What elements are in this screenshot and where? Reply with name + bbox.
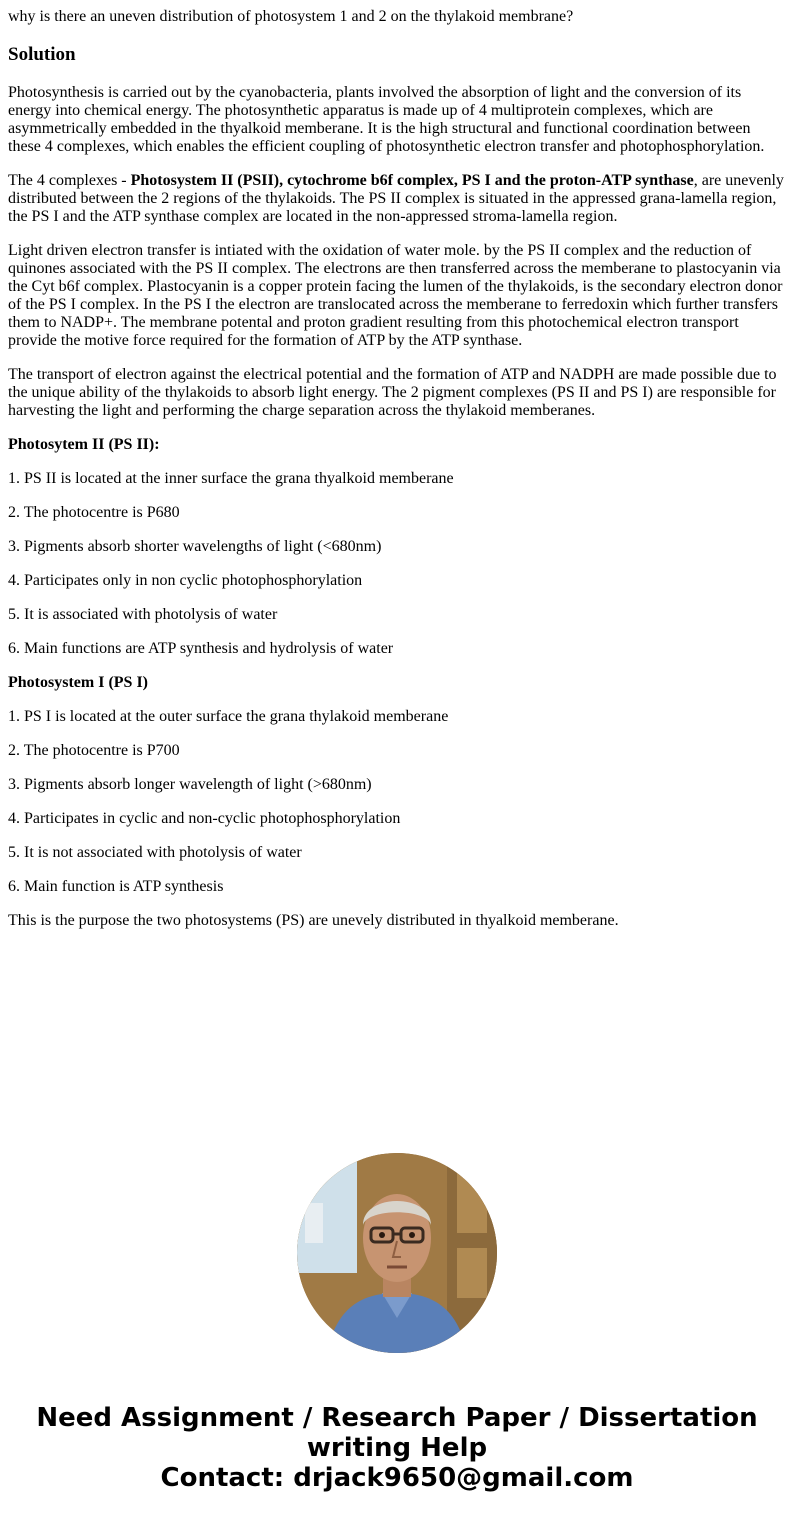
footer-line-2: writing Help bbox=[306, 1433, 488, 1463]
ps1-item: 6. Main function is ATP synthesis bbox=[8, 878, 224, 895]
ps2-item: 6. Main functions are ATP synthesis and hydrolysis of water bbox=[8, 640, 394, 657]
paragraph-complexes-bold: Photosystem II (PSII), cytochrome b6f complex, PS I and the proton-ATP synthase bbox=[130, 172, 694, 189]
paragraph-complexes-prefix: The 4 complexes - bbox=[8, 172, 131, 189]
question-text: why is there an uneven distribution of photosystem 1 and 2 on the thylakoid membrane? bbox=[8, 8, 574, 25]
paragraph-electron-transfer: Light driven electron transfer is intiated with the oxidation of water mole. by the PS II complex and the reduction of quinones associated with the PS II complex. The electrons are then transferred across the memberane to plastocyanin via the Cyt b6f complex. Plastocyanin is a copper protein facing the lumen of the thylakoids, is the secondary electron donor of the PS I complex. In the PS I the electron are translocated across the memberane to ferredoxin which further transfers them to NADP+. The membrane potental and proton gradient resulting from this photochemical electron transport provide the motive force required for the formation of ATP by the ATP synthase. bbox=[8, 242, 783, 349]
ps2-title: Photosytem II (PS II): bbox=[8, 436, 160, 453]
ps1-item: 4. Participates in cyclic and non-cyclic photophosphorylation bbox=[8, 810, 401, 827]
paragraph-complexes bbox=[8, 172, 786, 226]
document-body bbox=[8, 8, 786, 946]
conclusion-text: This is the purpose the two photosystems (PS) are unevely distributed in thyalkoid memberane. bbox=[8, 912, 619, 929]
solution-heading: Solution bbox=[8, 44, 76, 65]
ps2-item: 2. The photocentre is P680 bbox=[8, 504, 180, 521]
ps1-item: 5. It is not associated with photolysis of water bbox=[8, 844, 302, 861]
paragraph-intro: Photosynthesis is carried out by the cyanobacteria, plants involved the absorption of light and the conversion of its energy into chemical energy. The photosynthetic apparatus is made up of 4 multiprotein complexes, which are asymmetrically embedded in the thyalkoid memberane. It is the high structural and functional coordination between these 4 complexes, which enables the efficient coupling of photosynthetic electron transfer and photophosphorylation. bbox=[8, 84, 765, 155]
ps2-item: 1. PS II is located at the inner surface the grana thyalkoid memberane bbox=[8, 470, 454, 487]
ps2-item: 5. It is associated with photolysis of water bbox=[8, 606, 278, 623]
ps1-item: 2. The photocentre is P700 bbox=[8, 742, 180, 759]
ps1-item: 3. Pigments absorb longer wavelength of light (>680nm) bbox=[8, 776, 372, 793]
paragraph-transport: The transport of electron against the electrical potential and the formation of ATP and NADPH are made possible due to the unique ability of the thylakoids to absorb light energy. The 2 pigment complexes (PS II and PS I) are responsible for harvesting the light and performing the charge separation across the thylakoid memberanes. bbox=[8, 366, 777, 419]
paragraph-complexes-suffix: , are unevenly distributed between the 2 regions of the thylakoids. The PS II complex is situated in the appressed grana-lamella region, the PS I and the ATP synthase complex are located in the non-appressed stroma-lamella region. bbox=[8, 172, 784, 225]
author-avatar bbox=[297, 1153, 497, 1353]
footer-contact-email: Contact: drjack9650@gmail.com bbox=[160, 1463, 634, 1493]
footer-line-1: Need Assignment / Research Paper / Dissertation bbox=[36, 1403, 758, 1433]
ps2-item: 3. Pigments absorb shorter wavelengths of light (<680nm) bbox=[8, 538, 382, 555]
ps2-item: 4. Participates only in non cyclic photophosphorylation bbox=[8, 572, 363, 589]
ps1-title: Photosystem I (PS I) bbox=[8, 674, 148, 691]
ps1-item: 1. PS I is located at the outer surface the grana thylakoid memberane bbox=[8, 708, 449, 725]
footer-contact bbox=[0, 1403, 794, 1493]
